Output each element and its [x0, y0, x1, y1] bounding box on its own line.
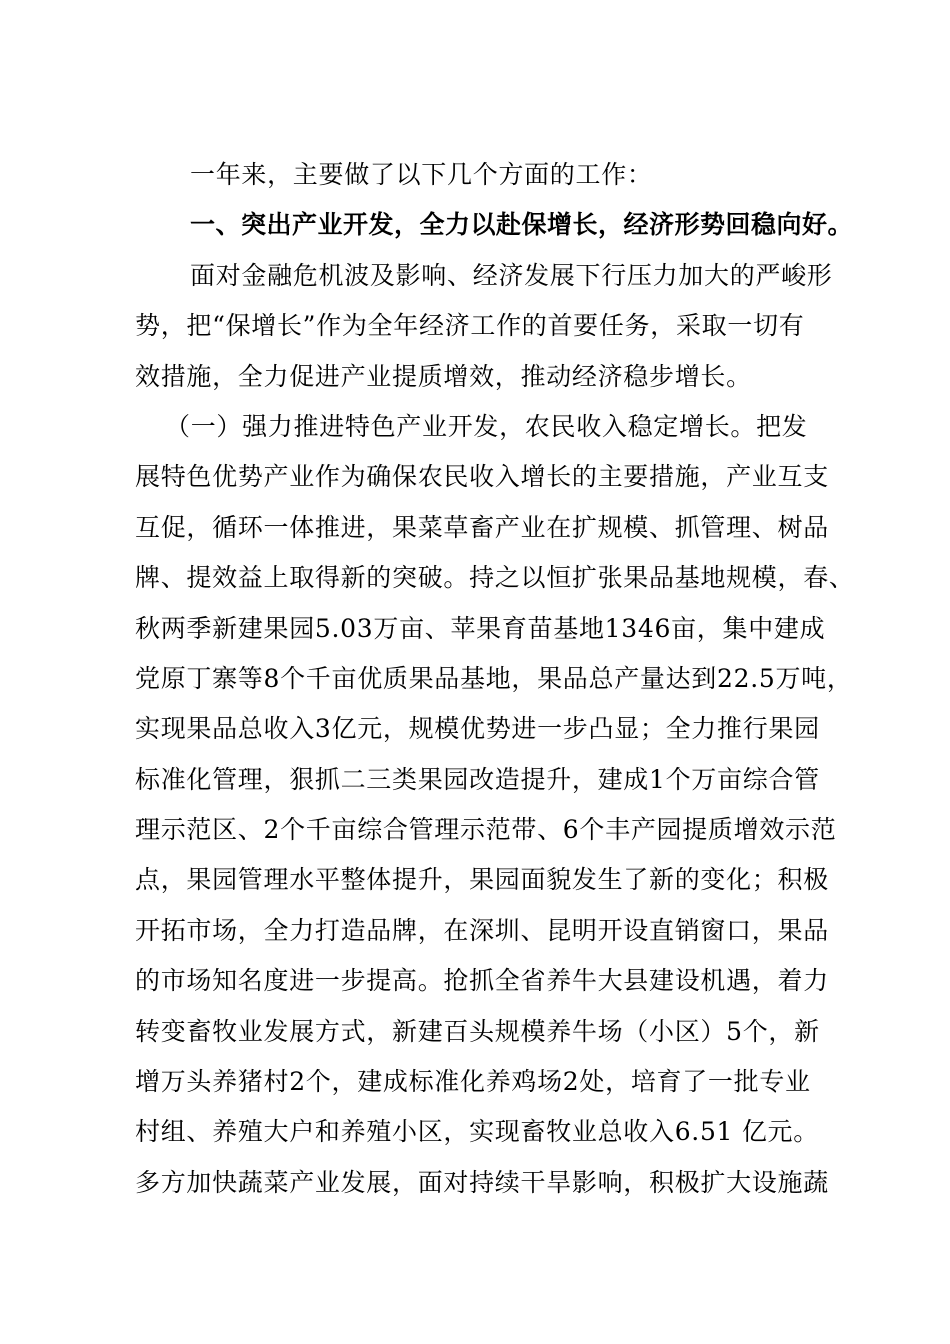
- paragraph-line: 多方加快蔬菜产业发展，面对持续干旱影响，积极扩大设施蔬: [135, 1167, 829, 1197]
- paragraph-line: 村组、养殖大户和养殖小区，实现畜牧业总收入6.51 亿元。: [135, 1117, 819, 1147]
- paragraph-line: 实现果品总收入3亿元，规模优势进一步凸显；全力推行果园: [135, 714, 820, 744]
- paragraph-line: 展特色优势产业作为确保农民收入增长的主要措施，产业互支: [135, 462, 829, 492]
- paragraph-line: 理示范区、2个千亩综合管理示范带、6个丰产园提质增效示范: [135, 815, 837, 845]
- paragraph-line: 增万头养猪村2个，建成标准化养鸡场2处，培育了一批专业: [135, 1067, 811, 1097]
- paragraph-line: 点，果园管理水平整体提升，果园面貌发生了新的变化；积极: [135, 865, 829, 895]
- paragraph-line: 转变畜牧业发展方式，新建百头规模养牛场（小区）5个，新: [135, 1016, 820, 1046]
- paragraph-line: 势，把“保增长”作为全年经济工作的首要任务，采取一切有: [135, 311, 805, 341]
- paragraph-line: 标准化管理，狠抓二三类果园改造提升，建成1个万亩综合管: [135, 764, 820, 794]
- paragraph-line: 牌、提效益上取得新的突破。持之以恒扩张果品基地规模，春、: [135, 563, 855, 593]
- paragraph-line: 效措施，全力促进产业提质增效，推动经济稳步增长。: [135, 361, 752, 391]
- paragraph-line: 秋两季新建果园5.03万亩、苹果育苗基地1346亩，集中建成: [135, 613, 826, 643]
- document-body: [135, 150, 855, 1208]
- paragraph-line: 互促，循环一体推进，果菜草畜产业在扩规模、抓管理、树品: [135, 512, 829, 542]
- subsection-line: （一）强力推进特色产业开发，农民收入稳定增长。把发: [165, 411, 808, 441]
- paragraph-line: 开拓市场，全力打造品牌，在深圳、昆明开设直销窗口，果品: [135, 915, 829, 945]
- section-heading: 一、突出产业开发，全力以赴保增长，经济形势回稳向好。: [190, 210, 854, 240]
- paragraph-line: 的市场知名度进一步提高。抢抓全省养牛大县建设机遇，着力: [135, 966, 829, 996]
- paragraph-line: 面对金融危机波及影响、经济发展下行压力加大的严峻形: [190, 260, 833, 290]
- paragraph-line: 党原丁寨等8个千亩优质果品基地，果品总产量达到22.5万吨，: [135, 663, 853, 693]
- intro-line: 一年来，主要做了以下几个方面的工作：: [190, 160, 653, 189]
